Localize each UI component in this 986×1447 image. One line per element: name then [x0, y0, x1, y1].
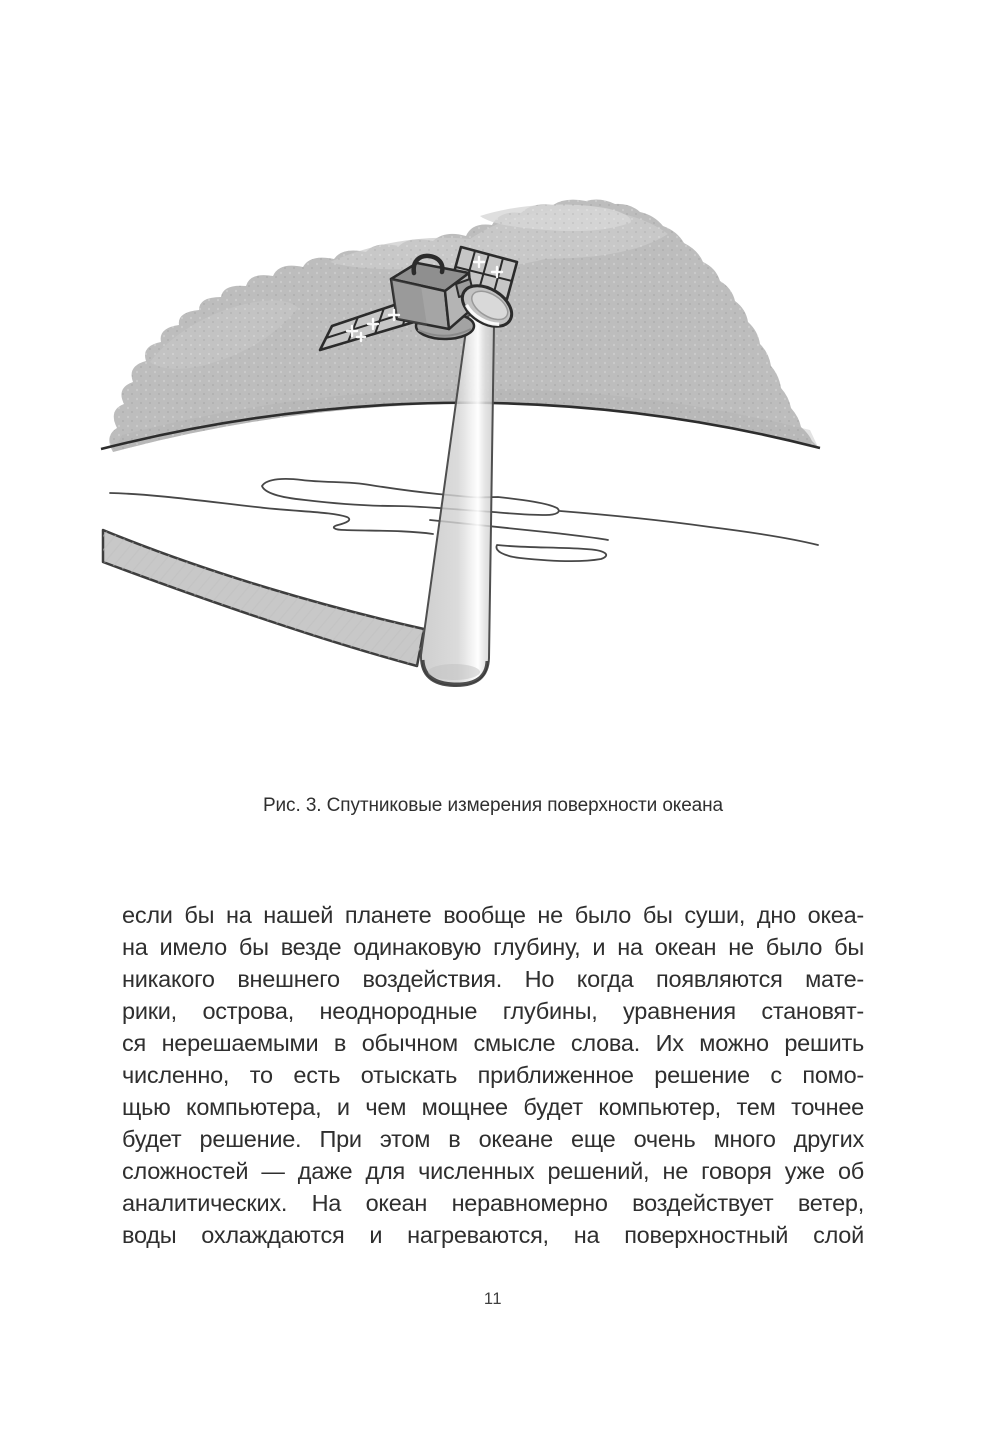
- figure-caption: Рис. 3. Спутниковые измерения поверхности океана: [262, 795, 724, 816]
- text-line: если бы на нашей планете вообще не было бы суши, дно океа-: [122, 902, 864, 928]
- ocean-swath-band: [103, 530, 424, 666]
- text-line: щью компьютера, и чем мощнее будет компьютер, тем точнее: [122, 1094, 864, 1120]
- text-line: рики, острова, неоднородные глубины, уравнения становят-: [122, 998, 864, 1024]
- text-line: воды охлаждаются и нагреваются, на поверхностный слой: [122, 1222, 864, 1248]
- text-line: ся нерешаемыми в обычном смысле слова. Их можно решить: [122, 1030, 864, 1056]
- island-outline: [262, 479, 559, 515]
- text-line: аналитических. На океан неравномерно воздействует ветер,: [122, 1190, 864, 1216]
- page-number: 11: [483, 1290, 503, 1308]
- body-text: [122, 899, 864, 1251]
- islet-outline: [496, 545, 606, 561]
- text-line: численно, то есть отыскать приближенное решение с помо-: [122, 1062, 864, 1088]
- text-line: будет решение. При этом в океане еще очень много других: [122, 1126, 864, 1152]
- text-line: никакого внешнего воздействия. Но когда появляются мате-: [122, 966, 864, 992]
- text-line: сложностей — даже для численных решений, не говоря уже об: [122, 1158, 864, 1184]
- text-line: на имело бы везде одинаковую глубину, и на океан не было бы: [122, 934, 864, 960]
